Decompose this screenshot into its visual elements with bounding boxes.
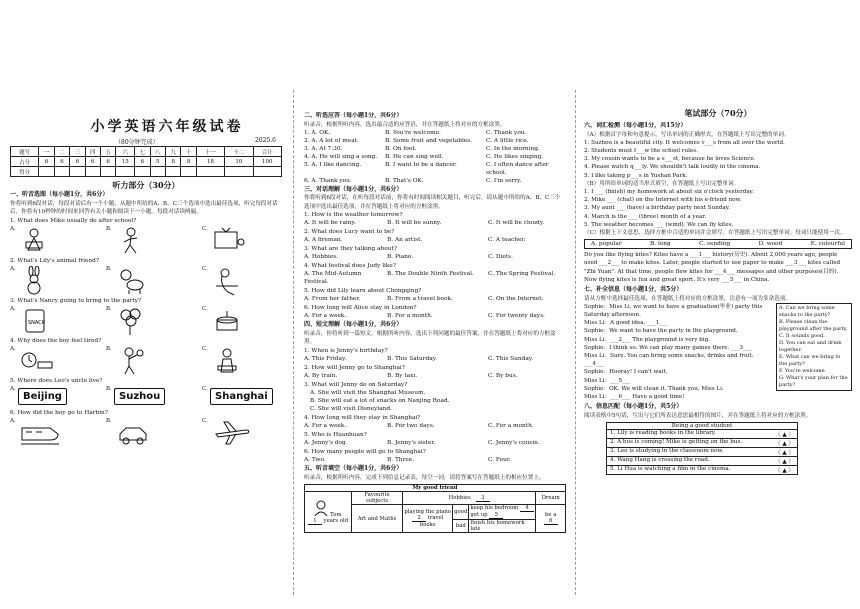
response-option: B. You're welcome.	[385, 129, 441, 136]
q6-picture-a: A.	[10, 418, 90, 448]
response-option: 4. A. He will sing a song.	[304, 153, 378, 160]
section-4-title: 四、短文理解（每小题1分，共6分）	[304, 321, 403, 329]
listening-part-title: 听力部分（30分）	[112, 180, 180, 190]
subjects-value: Art and Maths	[352, 505, 403, 533]
response-item	[304, 177, 566, 185]
exercise-line: 2. Mike ___ (chat) on the Internet with his e-friend now.	[584, 197, 742, 204]
section-6c-passage: Do you like flying kites? Kites have a ___1___ history(历史). About 2,000 years ago, people used ___2___ to make kites. Later, people started to use paper to make ___3___ kites called "Zhi Yuan". At that time, people flew kites for ___4___ messages and other purposes(目的). Now flying kites is fun and great sport. It's very ___5___ in China.	[584, 252, 841, 283]
dialogue-option: A. Can we bring some snacks to the party?	[779, 304, 835, 318]
response-option: C. He likes singing.	[486, 153, 544, 160]
q3-picture-b: B.	[106, 306, 186, 336]
q4-picture-b: B.	[106, 346, 186, 376]
score-column-earned	[39, 167, 54, 177]
train-icon	[20, 418, 60, 448]
score-column-points: 5	[150, 157, 165, 167]
snack-bag-icon	[20, 306, 54, 336]
section-7-instructions: 请从方框中选择最佳选项，在答题纸上将对应的方框涂黑，注意有一项为多余选项。	[584, 295, 791, 302]
score-column-earned	[70, 167, 85, 177]
statement-text: 2. A bus is coming! Mike is getting on the bus.	[610, 439, 743, 446]
exercise-line: 5. I like taking p___s in Yushan Park.	[584, 172, 688, 179]
score-column-earned	[116, 167, 135, 177]
word-bank-item: A. popular	[591, 241, 622, 248]
score-column-earned	[100, 167, 115, 177]
good-student-row	[607, 448, 797, 457]
section-2-title: 二、听选应答（每小题1分，共6分）	[304, 112, 403, 119]
score-column-earned	[225, 167, 253, 177]
answer-option: A. She will visit the Shanghai Museum.	[310, 390, 426, 397]
section-8-title: 八、信息匹配（每小题1分，共5分）	[584, 403, 683, 411]
q3-picture-c: C.	[202, 306, 282, 336]
q1-picture-a: A.	[10, 226, 90, 256]
good-label: good	[453, 505, 469, 520]
answer-option: C. This Sunday.	[488, 356, 534, 363]
answer-mark: （ ▲ ）	[774, 468, 794, 475]
exercise-line: 3. My aunt ___ (have) a birthday party next Sunday.	[584, 205, 730, 212]
score-column-points: 6	[54, 157, 69, 167]
blank-1: 1	[308, 518, 322, 525]
response-option: B. On foot.	[385, 145, 417, 152]
parrot-icon	[212, 266, 242, 296]
good-student-title: Being a good student	[607, 423, 797, 430]
answer-option: C. It will be cloudy.	[488, 220, 545, 227]
response-option: B. I want to be a dancer.	[385, 161, 457, 168]
word-bank-item: B. long	[650, 241, 671, 248]
column-middle	[304, 112, 566, 602]
response-option: 2. A. A lot of meat.	[304, 137, 359, 144]
question-text: 4. What festival does Judy like?	[304, 263, 396, 270]
answer-options	[304, 405, 566, 413]
answer-mark: （ ▲ ）	[774, 432, 794, 439]
response-option: C. Thank you.	[486, 129, 527, 136]
row-label: 占分	[11, 157, 39, 167]
score-row-numbers	[11, 147, 282, 157]
answer-options	[304, 439, 566, 447]
response-option: 6. A. Thank you.	[304, 177, 352, 184]
score-column-header: 九	[166, 147, 181, 157]
good-student-row	[607, 430, 797, 439]
answer-options	[304, 312, 566, 320]
exam-title: 小学英语六年级试卷	[90, 119, 244, 135]
answer-option: A. It will be rainy.	[304, 220, 356, 227]
writing-part-title: 笔试部分（70分）	[684, 108, 752, 118]
answer-option: C. Four.	[488, 457, 511, 464]
score-column-points: 8	[166, 157, 181, 167]
answer-options	[304, 295, 566, 303]
fold-line	[293, 90, 295, 595]
age-label: years old	[323, 517, 349, 524]
dog-icon	[116, 266, 146, 296]
answer-option: B. From a travel book.	[387, 296, 453, 303]
dialogue-option: G. What's your plan for the party?	[779, 374, 848, 388]
good-habits: keep his bedroom 4 get up 5	[469, 505, 536, 520]
answer-option: A. Jenny's dog.	[304, 440, 348, 447]
good-student-row	[607, 457, 797, 466]
answer-option: A. For a week.	[304, 313, 347, 320]
rabbit-icon	[20, 266, 50, 296]
question-text: 1. How is the weather tomorrow?	[304, 212, 403, 219]
q2-picture-a: A.	[10, 266, 90, 296]
q3-snack-label: SNACK	[28, 319, 46, 326]
question-text: 2. How will Jenny go to Shanghai?	[304, 365, 405, 372]
answer-options	[304, 236, 566, 244]
score-column-header: 五	[100, 147, 115, 157]
q5-option-c: C. Shanghai	[202, 386, 282, 408]
question-text: 6. How long will Alice stay in London?	[304, 305, 417, 312]
good-student-row	[607, 439, 797, 448]
question-1-pictures	[10, 226, 282, 256]
score-column-points: 100	[253, 157, 281, 167]
score-column-points: 6	[85, 157, 100, 167]
tv-icon	[212, 226, 246, 256]
score-column-header: 一	[39, 147, 54, 157]
section-3-instructions: 你将听到6段对话，在听每段对话前，你将有时间阅读相关题目，听完后，请从题中所给的A、B、C三个选项中选出最佳选项，并在答题纸上将对应的方框涂黑。	[304, 195, 561, 210]
answer-option: C. For a month.	[488, 423, 534, 430]
section-8-instructions: 阅读表格中5句话，写出与它们所表达意思最相符的图片，并在答题纸上将对应的方框涂黑。	[584, 412, 812, 419]
statement-text: 5. Li Hua is watching a film in the cinema.	[610, 466, 731, 473]
word-bank-item: D. wood	[758, 241, 783, 248]
word-bank-item: E. colourful	[810, 241, 845, 248]
question-5: 5. Where does Leo's uncle live?	[10, 377, 103, 384]
score-row-earned	[11, 167, 282, 177]
answer-option: B. An artist.	[387, 237, 423, 244]
question-text: 5. How did Lily learn about Chongqing?	[304, 288, 422, 295]
answer-options	[304, 372, 566, 380]
response-option: 5. A. I like dancing.	[304, 161, 362, 168]
q2-picture-b: B.	[106, 266, 186, 296]
dialogue-option: D. You can eat and drink together.	[779, 339, 842, 353]
response-item	[304, 161, 566, 177]
answer-option: B. It will be sunny.	[387, 220, 442, 227]
balloons-icon	[116, 306, 146, 336]
response-option: C. A little rice.	[486, 137, 529, 144]
good-student-rows	[607, 430, 797, 474]
answer-options	[304, 253, 566, 261]
exercise-line: Sophie：Miss Li, we want to have a graduation(毕业) party this Saturday afternoon.	[584, 303, 763, 319]
score-column-points: 6	[135, 157, 150, 167]
statement-text: 1. Lily is reading books in the library.	[610, 430, 716, 437]
question-4: 4. Why does the boy feel tired?	[10, 337, 102, 344]
score-column-earned	[253, 167, 281, 177]
question-text: 4. How long will they stay in Shanghai?	[304, 415, 421, 422]
response-option: C. I often dance after school.	[486, 161, 549, 176]
exercise-line: Miss Li：A good idea. ___1___	[584, 320, 668, 327]
question-2: 2. What's Lily's animal friend?	[10, 257, 99, 264]
q5-option-a: A. Beijing	[10, 386, 90, 408]
score-column-header: 十	[181, 147, 196, 157]
blank-6: 6	[544, 518, 558, 525]
question-4-pictures	[10, 346, 282, 376]
score-column-earned	[150, 167, 165, 177]
answer-option: B. By taxi.	[387, 373, 418, 380]
section-6b-items	[584, 188, 852, 229]
q3-picture-a: A. SNACK	[10, 306, 90, 336]
score-column-header: 三	[70, 147, 85, 157]
question-text: 1. When is Jenny's birthday?	[304, 348, 388, 355]
dialogue-lines	[584, 303, 769, 401]
exercise-line: 3. My cousin wants to be a s___st, because he loves Science.	[584, 156, 756, 163]
section-3-items	[304, 211, 566, 320]
section-4-instructions: 听录音，你将听到一篇短文，根据所听内容，选出下列问题的最佳答案，并在答题纸上将对应的方框涂黑。	[304, 330, 556, 346]
answer-options	[304, 397, 566, 405]
exercise-line: Miss Li：___2___ The playground is very big.	[584, 336, 710, 343]
q1-picture-b: B.	[106, 226, 186, 256]
city-beijing-label: Beijing	[18, 388, 67, 405]
answer-option: B. She will eat a lot of snacks on Nanjing Road.	[310, 398, 450, 405]
section-2-instructions: 听录音，根据所听内容，选出最合适的应答语，并在答题纸上将对应的方框涂黑。	[304, 121, 506, 128]
answer-option: A. By train.	[304, 373, 338, 380]
section-7-title: 七、补全信息（每小题1分，共5分）	[584, 286, 683, 294]
taxi-icon	[116, 418, 152, 448]
question-3: 3. What's Nancy going to bring to the party?	[10, 297, 142, 304]
response-option: B. He can sing well.	[385, 153, 444, 160]
answer-option: B. Piano.	[387, 254, 414, 261]
exercise-line: ___4___	[584, 361, 605, 368]
answer-mark: （ ▲ ）	[774, 450, 794, 457]
question-text: 2. What does Lucy want to be?	[304, 229, 395, 236]
answer-option: C. For twenty days.	[488, 313, 545, 320]
exercise-line: Miss Li：___6___ Have a good time!	[584, 394, 685, 401]
score-table	[10, 146, 282, 177]
section-7-dialogue	[584, 303, 852, 401]
column-right	[584, 122, 852, 602]
answer-mark: （ ▲ ）	[774, 459, 794, 466]
answer-option: A. Hobbies.	[304, 254, 338, 261]
hobbies-value: playing the piano 2 travel books	[403, 505, 453, 533]
answer-option: C. On the Internet.	[488, 296, 544, 303]
exercise-line: 1. I ___ (finish) my homework at about six o'clock yesterday.	[584, 189, 754, 196]
score-column-earned	[166, 167, 181, 177]
response-option: 3. A. At 7:30.	[304, 145, 343, 152]
score-column-header: 八	[150, 147, 165, 157]
section-6-title: 六、词汇检测（每小题1分，共15分）	[584, 122, 687, 129]
exercise-line: Sophie：OK. We will clean it. Thank you, Miss Li.	[584, 385, 724, 392]
friend-table-title: My good friend	[305, 485, 566, 492]
exercise-line: 4. Please watch q___ly. We shouldn't talk loudly in the cinema.	[584, 164, 761, 171]
answer-options	[304, 456, 566, 464]
answer-option: C. The Spring Festival.	[488, 271, 556, 278]
answer-options	[304, 389, 566, 397]
answer-option: A. The Mid-Autumn Festival.	[304, 271, 362, 286]
response-item	[304, 153, 566, 161]
response-item	[304, 145, 566, 153]
answer-options	[304, 219, 566, 227]
friend-info-table	[304, 484, 566, 533]
section-5-title: 五、听音填空（每小题1分，共6分）	[304, 465, 403, 473]
question-3-pictures	[10, 306, 282, 336]
score-column-points: 10	[225, 157, 253, 167]
answer-option: A. This Friday.	[304, 356, 347, 363]
city-suzhou-label: Suzhou	[114, 388, 165, 405]
score-column-points: 8	[181, 157, 196, 167]
score-column-earned	[196, 167, 224, 177]
response-option: B. Some fruit and vegetables.	[385, 137, 473, 144]
score-column-header: 二	[54, 147, 69, 157]
answer-option: B. For a month.	[387, 313, 433, 320]
score-row-points	[11, 157, 282, 167]
exam-date: 2025.6	[255, 137, 276, 144]
score-column-earned	[181, 167, 196, 177]
exercise-line: 2. Students must f___w the school rules.	[584, 148, 698, 154]
section-1-title: 一、听音选图（每小题1分，共6分）	[10, 191, 109, 198]
answer-option: B. Jenny's sister.	[387, 440, 436, 447]
friend-name: Tom	[330, 511, 342, 518]
dream-value: be a 6	[536, 505, 566, 533]
good-student-box	[606, 422, 798, 475]
response-option: 1. A. OK.	[304, 129, 331, 136]
response-option: C. In the morning.	[486, 145, 540, 152]
section-4-items	[304, 347, 566, 464]
dialogue-option: C. It sounds good.	[779, 332, 825, 339]
dialogue-options-box	[776, 303, 852, 391]
score-column-header: 四	[85, 147, 100, 157]
q1-picture-c: C.	[202, 226, 282, 256]
hobbies-header: Hobbies 3	[403, 492, 536, 505]
word-bank-item: C. sending	[699, 241, 731, 248]
exercise-line: 1. Suzhou is a beautiful city. It welcomes v___s from all over the world.	[584, 139, 785, 146]
response-item	[304, 137, 566, 145]
q4-picture-a: A.	[10, 346, 90, 376]
answer-option: C. Jenny's cousin.	[488, 440, 540, 447]
section-6a-instructions: （A）根据首字母和句意提示，写出单词的正确形式，在答题纸上写出完整的单词。	[584, 131, 790, 138]
score-column-points: 6	[39, 157, 54, 167]
section-6a-items	[584, 139, 852, 180]
exercise-line: Miss Li：___5___	[584, 377, 631, 384]
subjects-header: Favourite subjects	[352, 492, 403, 505]
score-column-points: 18	[196, 157, 224, 167]
response-option: B. That's OK.	[385, 177, 424, 184]
answer-option: A. From her father.	[304, 296, 361, 303]
response-item	[304, 129, 566, 137]
answer-option: C. She will visit Disneyland.	[310, 406, 392, 413]
answer-option: C. By bus.	[488, 373, 518, 380]
answer-option: A. For a week.	[304, 423, 347, 430]
dialogue-option: F. You're welcome.	[779, 367, 827, 374]
blank-3: 3	[476, 495, 490, 502]
score-column-points: 6	[100, 157, 115, 167]
statement-text: 3. Leo is studying in the classroom now.	[610, 448, 724, 455]
blank-5: 5	[489, 512, 503, 519]
score-column-header: 十二	[225, 147, 253, 157]
basketball-boy-icon	[116, 346, 146, 376]
section-6b-instructions: （B）用所给单词的适当形式填空，在答题纸上写出完整单词。	[584, 180, 740, 187]
blank-2: 2	[412, 515, 426, 522]
score-column-header: 七	[135, 147, 150, 157]
exercise-line: 5. The weather becomes ___ (wind). We can fly kites.	[584, 221, 734, 228]
question-6-pictures	[10, 418, 282, 448]
answer-option: B. Three.	[387, 457, 415, 464]
exercise-line: Sophie：We want to have the party in the playground.	[584, 328, 738, 335]
blank-4: 4	[520, 505, 534, 512]
reading-boy-icon	[20, 226, 50, 256]
q6-picture-b: B.	[106, 418, 186, 448]
dream-header: Dream	[536, 492, 566, 505]
q2-picture-c: C.	[202, 266, 282, 296]
q5-option-b: B. Suzhou	[106, 386, 186, 408]
row-label: 得分	[11, 167, 39, 177]
exam-duration: （80分钟完成）	[115, 139, 159, 146]
answer-options	[304, 270, 566, 286]
answer-option: C. Diets.	[488, 254, 513, 261]
clock-bed-icon	[20, 346, 54, 376]
section-5-instructions: 听录音，根据所听内容，完成下列信息记录表，每空一词，请将答案写在答题纸上的相应位置上。	[304, 474, 545, 481]
answer-option: B. For two days.	[387, 423, 435, 430]
exercise-line: Sophie：I think so. We can play many games there. ___3___	[584, 344, 752, 351]
answer-option: B. This Saturday.	[387, 356, 437, 363]
answer-options	[304, 355, 566, 363]
q6-picture-c: C.	[202, 418, 282, 448]
q4-picture-c: C.	[202, 346, 282, 376]
score-column-header: 六	[116, 147, 135, 157]
column-left	[10, 180, 282, 600]
question-1: 1. What does Mike usually do after school?	[10, 217, 137, 224]
dialogue-option: E. What can we bring to the party?	[779, 353, 841, 367]
city-shanghai-label: Shanghai	[210, 388, 273, 405]
fold-line	[575, 90, 577, 595]
question-text: 3. What will Jenny do on Saturday?	[304, 382, 408, 389]
answer-option: A. Two.	[304, 457, 326, 464]
score-column-earned	[135, 167, 150, 177]
answer-option: B. The Double Ninth Festival.	[387, 271, 474, 278]
exercise-line: Miss Li：Sure. You can bring some snacks, drinks and fruit.	[584, 353, 754, 360]
row-label: 题号	[11, 147, 39, 157]
cake-icon	[212, 306, 242, 336]
boy-avatar-icon	[314, 500, 328, 516]
question-text: 3. What are they talking about?	[304, 246, 397, 253]
score-column-header: 合计	[253, 147, 281, 157]
bad-habits: finish his homework late	[469, 520, 536, 533]
statement-text: 4. Wang Hang is crossing the road.	[610, 457, 710, 464]
question-text: 5. Who is Huanhuan?	[304, 432, 367, 439]
good-student-row	[607, 466, 797, 474]
score-column-points: 15	[116, 157, 135, 167]
word-bank-box	[584, 239, 852, 249]
answer-option: A. A fireman.	[304, 237, 343, 244]
plane-icon	[212, 418, 252, 448]
question-text: 6. How many people will go to Shanghai?	[304, 449, 426, 456]
exercise-line: 4. March is the ___ (three) month of a year.	[584, 213, 707, 220]
response-option: C. I'm sorry.	[486, 177, 522, 184]
running-boy-icon	[116, 226, 146, 256]
score-column-earned	[54, 167, 69, 177]
exercise-line: Sophie：Hooray! I can't wait.	[584, 369, 668, 376]
score-column-header: 十一	[196, 147, 224, 157]
question-6: 6. How did the boy go to Harbin?	[10, 409, 108, 416]
section-1-instructions: 你将听到6段对话，每段对话后有一个小题，从题中所给的A、B、C三个选项中选出最佳选项，听完每段对话后，你将有10秒钟的时间来回答有关小题和阅读下一小题。每段对话读两遍。	[10, 200, 278, 215]
answer-option: C. A teacher.	[488, 237, 526, 244]
section-6c-instructions: （C）根据上下文意思，选择方框中合适的单词并会填写，在答题纸上写出完整单词。每词只能使用一次。	[584, 230, 846, 237]
homework-boy-icon	[212, 346, 242, 376]
score-column-points: 6	[70, 157, 85, 167]
answer-mark: （ ▲ ）	[774, 441, 794, 448]
section-3-title: 三、对话理解（每小题1分，共6分）	[304, 185, 403, 193]
answer-options	[304, 422, 566, 430]
bad-label: bad	[453, 520, 469, 533]
friend-cell	[305, 492, 352, 533]
question-5-pictures	[10, 386, 282, 408]
dialogue-option: B. Please clean the playground after the party.	[779, 318, 848, 332]
score-column-earned	[85, 167, 100, 177]
section-2-items	[304, 129, 566, 185]
question-2-pictures	[10, 266, 282, 296]
